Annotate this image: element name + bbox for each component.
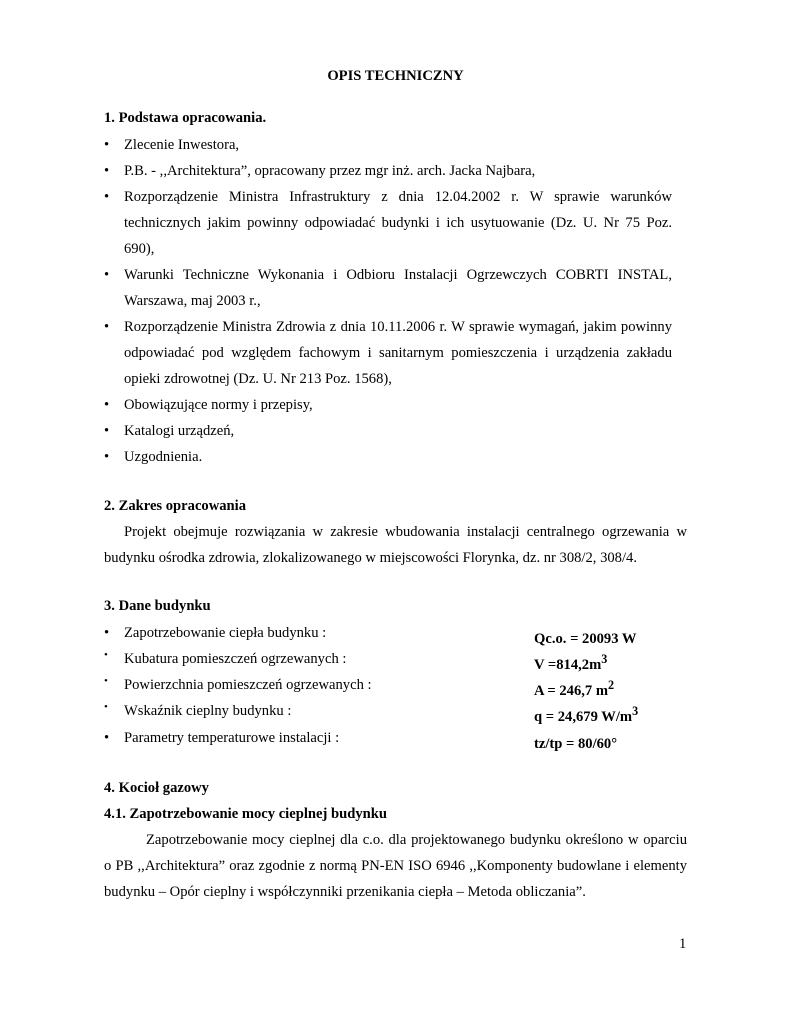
bullet-icon: • — [104, 267, 110, 283]
building-data-row: • Zapotrzebowanie ciepła budynku : Qc.o. = 20093 W — [104, 620, 664, 646]
bullet-icon: • — [104, 730, 110, 746]
section2-heading: 2. Zakres opracowania — [104, 498, 247, 514]
bullet-icon: • — [104, 319, 110, 335]
section1-list — [104, 132, 672, 470]
bullet-icon: • — [104, 625, 110, 641]
section2-text: Projekt obejmuje rozwiązania w zakresie wbudowania instalacji centralnego ogrzewania w budynku ośrodka zdrowia, zlokalizowanego w miejscowości Florynka, dz. nr 308/2, 308/4. — [104, 524, 687, 566]
list-item: • Rozporządzenie Ministra Infrastruktury z dnia 12.04.2002 r. W sprawie warunków technicznych jakim powinny odpowiadać budynki i ich usytuowanie (Dz. U. Nr 75 Poz. 690), — [104, 184, 672, 262]
list-item: • Warunki Techniczne Wykonania i Odbioru Instalacji Ogrzewczych COBRTI INSTAL, Warszawa, maj 2003 r., — [104, 262, 672, 314]
building-data-row: • Parametry temperaturowe instalacji : tz/tp = 80/60° — [104, 725, 664, 751]
bullet-icon: • — [104, 423, 110, 439]
section3-heading: 3. Dane budynku — [104, 598, 211, 614]
section1-heading: 1. Podstawa opracowania. — [104, 110, 267, 126]
section4-subheading: 4.1. Zapotrzebowanie mocy cieplnej budynku — [104, 806, 387, 822]
bullet-icon: • — [104, 137, 110, 153]
bullet-icon: • — [104, 163, 110, 179]
list-item: • Uzgodnienia. — [104, 444, 672, 470]
list-item: • Zlecenie Inwestora, — [104, 132, 672, 158]
bullet-icon: • — [104, 449, 110, 465]
section4-text: Zapotrzebowanie mocy cieplnej dla c.o. dla projektowanego budynku określono w oparciu o PB ,,Architektura” oraz zgodnie z normą PN-EN ISO 6946 ,,Komponenty budowlane i elementy budynku – Opór cieplny i współczynniki przenikania ciepła – Metoda obliczania”. — [104, 832, 687, 900]
list-item: • Katalogi urządzeń, — [104, 418, 672, 444]
bullet-icon: • — [104, 701, 108, 713]
bullet-icon: • — [104, 675, 108, 687]
page-number: 1 — [679, 936, 687, 952]
list-item: • P.B. - ,,Architektura”, opracowany przez mgr inż. arch. Jacka Najbara, — [104, 158, 672, 184]
list-item: • Obowiązujące normy i przepisy, — [104, 392, 672, 418]
bullet-icon: • — [104, 649, 108, 661]
building-data-row: • Wskaźnik cieplny budynku : q = 24,679 $W/m^3$ — [104, 698, 664, 724]
bullet-icon: • — [104, 189, 110, 205]
section4-heading: 4. Kocioł gazowy — [104, 780, 209, 796]
list-item: • Rozporządzenie Ministra Zdrowia z dnia 10.11.2006 r. W sprawie wymagań, jakim powinny odpowiadać pod względem fachowym i sanitarnym pomieszczenia i urządzenia zakładu opieki zdrowotnej (Dz. U. Nr 213 Poz. 1568), — [104, 314, 672, 392]
building-data-row: • Powierzchnia pomieszczeń ogrzewanych : A = 246,7 $m^2$ — [104, 672, 664, 698]
bullet-icon: • — [104, 397, 110, 413]
building-data-row: • Kubatura pomieszczeń ogrzewanych : $V =814,2m^3$ — [104, 646, 664, 672]
document-title: OPIS TECHNICZNY — [327, 68, 464, 84]
